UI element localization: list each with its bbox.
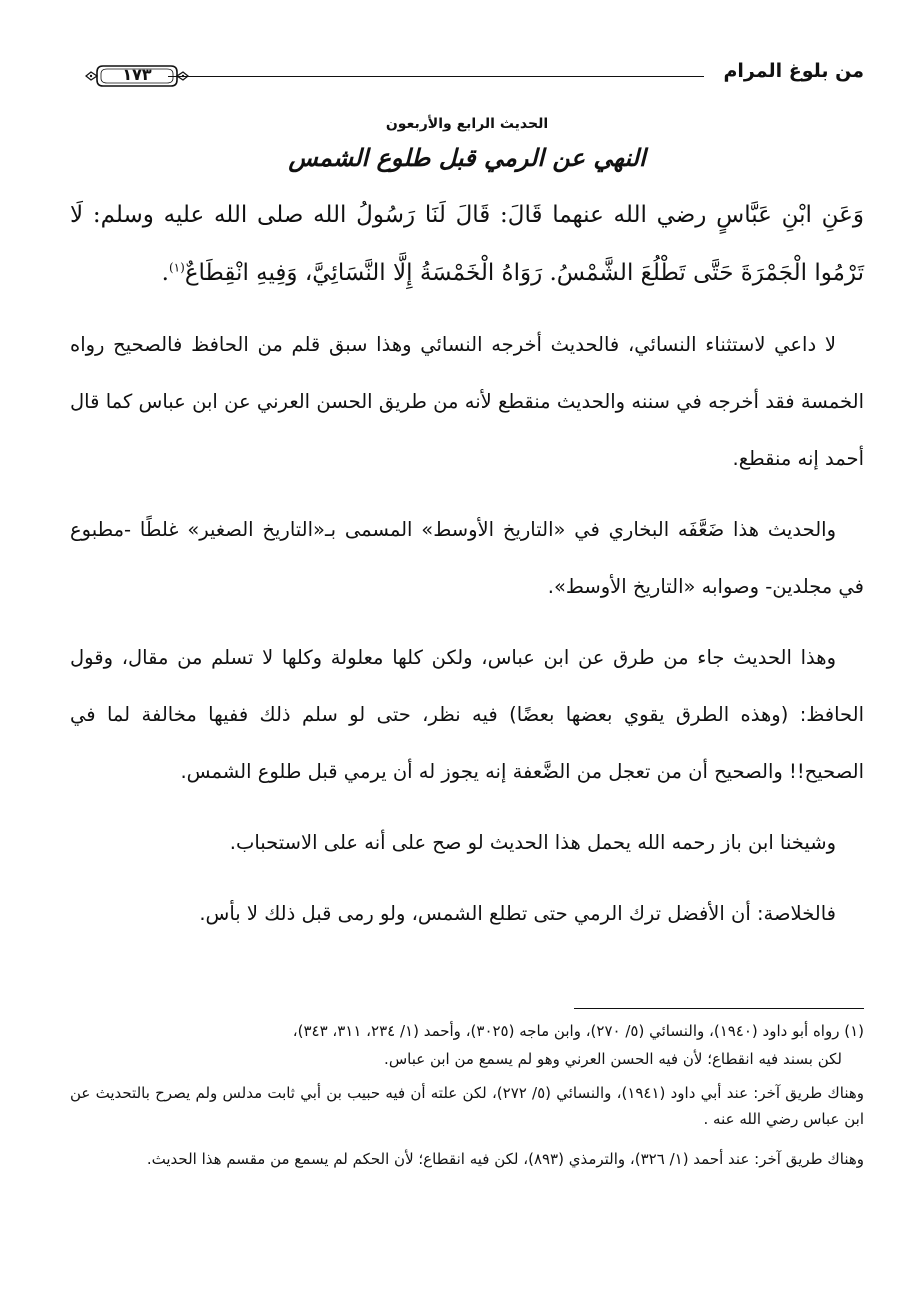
commentary-paragraph-4: وشيخنا ابن باز رحمه الله يحمل هذا الحديث لو صح على أنه على الاستحباب.: [229, 831, 836, 854]
footnote-separator: [574, 1008, 864, 1009]
book-title: من بلوغ المرام: [723, 60, 864, 82]
hadith-number-heading: الحديث الرابع والأربعون: [385, 116, 549, 132]
book-page: [70, 40, 864, 1274]
footnotes: [70, 1018, 864, 1186]
header-rule: [168, 76, 704, 77]
footnote-ref[interactable]: (١): [168, 260, 185, 275]
footnote-1-second-route: وهناك طريق آخر: عند أبي داود (١٩٤١)، والنسائي (٥/ ٢٧٢)، لكن علته أن فيه حبيب بن أبي ثابت مدلس ولم يصرح بالتحديث عن ابن عباس رضي الله عنه .: [70, 1084, 864, 1128]
commentary-paragraph-1: لا داعي لاستثناء النسائي، فالحديث أخرجه النسائي وهذا سبق قلم من الحافظ فالصحيح رواه الخمسة فقد أخرجه في سننه والحديث منقطع لأنه من طريق الحسن العرني عن ابن عباس كما قال أحمد إنه منقطع.: [70, 333, 864, 470]
commentary-paragraph-3: وهذا الحديث جاء من طرق عن ابن عباس، ولكن كلها معلولة وكلها لا تسلم من مقال، وقول الحافظ: (وهذه الطرق يقوي بعضها بعضًا) فيه نظر، حتى لو سلم ذلك ففيها مخالفة لما في الصحيح!! والصحيح أن من تعجل من الضَّعفة إنه يجوز له أن يرمي قبل طلوع الشمس.: [70, 646, 864, 783]
page-number: ١٧٣: [122, 65, 152, 84]
footnote-1-line-1: (١) رواه أبو داود (١٩٤٠)، والنسائي (٥/ ٢٧٠)، وابن ماجه (٣٠٢٥)، وأحمد (١/ ٢٣٤، ٣١١، ٣٤٣)،: [292, 1022, 864, 1040]
page-number-frame: [85, 62, 189, 90]
chapter-title: النهي عن الرمي قبل طلوع الشمس: [288, 144, 646, 172]
commentary-paragraph-2: والحديث هذا ضَعَّفَه البخاري في «التاريخ الأوسط» المسمى بـ«التاريخ الصغير» غلطًا -مطبوع في مجلدين- وصوابه «التاريخ الأوسط».: [70, 518, 864, 598]
hadith-end: .: [161, 260, 169, 286]
footnote-1-line-2: لكن بسند فيه انقطاع؛ لأن فيه الحسن العرني وهو لم يسمع من ابن عباس.: [384, 1050, 842, 1068]
hadith-text: [70, 186, 864, 302]
commentary-paragraph-5: فالخلاصة: أن الأفضل ترك الرمي حتى تطلع الشمس، ولو رمى قبل ذلك لا بأس.: [199, 902, 836, 925]
hadith-body: وَعَنِ ابْنِ عَبَّاسٍ رضي الله عنهما قَالَ: قَالَ لَنَا رَسُولُ الله صلى الله عليه وسلم: لَا تَرْمُوا الْجَمْرَةَ حَتَّى تَطْلُعَ الشَّمْسُ. رَوَاهُ الْخَمْسَةُ إِلَّا النَّسَائِيَّ، وَفِيهِ انْقِطَاعٌ: [70, 202, 864, 286]
footnote-1-third-route: وهناك طريق آخر: عند أحمد (١/ ٣٢٦)، والترمذي (٨٩٣)، لكن فيه انقطاع؛ لأن الحكم لم يسمع من مقسم هذا الحديث.: [146, 1150, 864, 1168]
page-header: [70, 40, 864, 94]
